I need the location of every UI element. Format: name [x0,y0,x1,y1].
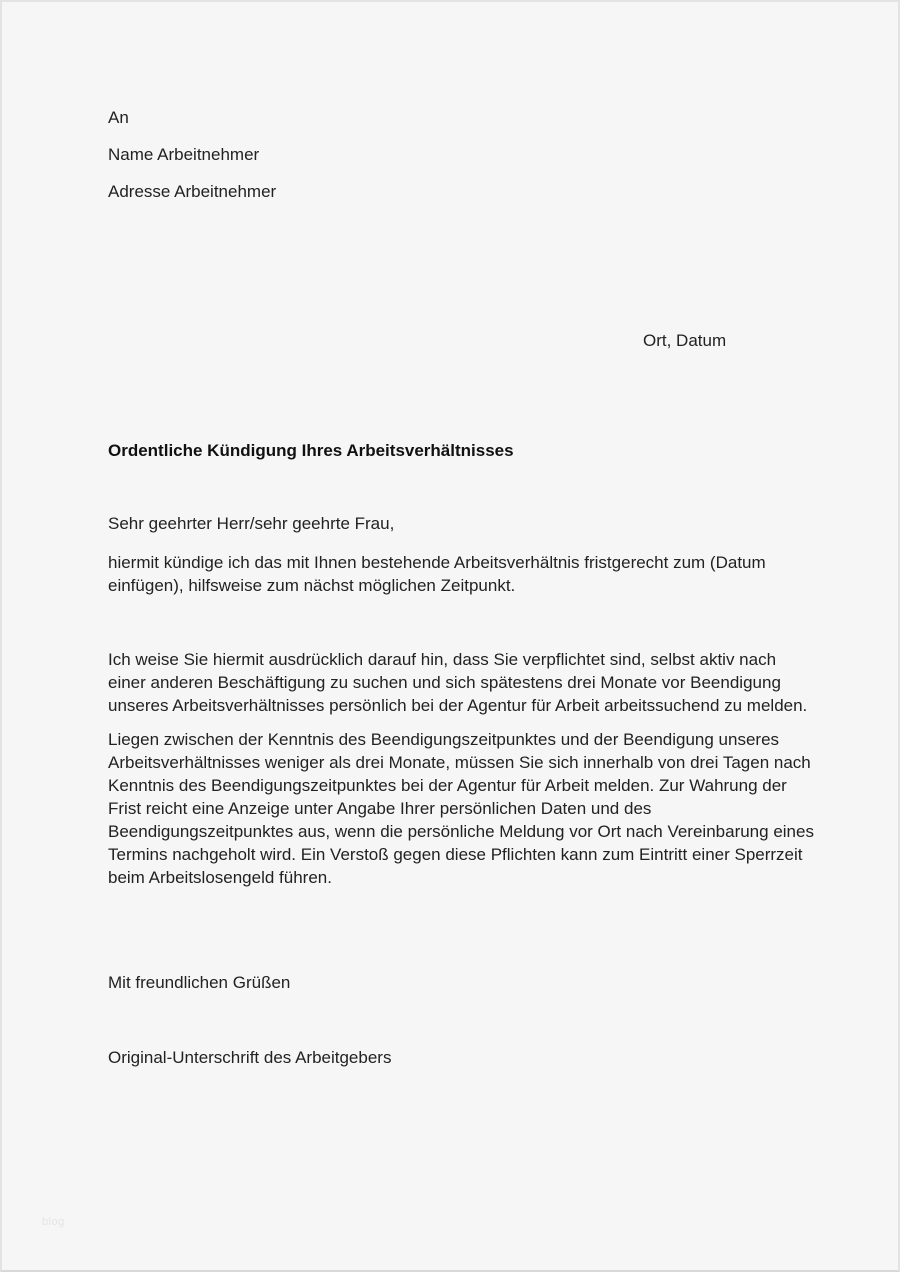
subject-line: Ordentliche Kündigung Ihres Arbeitsverhältnisses [108,441,514,460]
paragraph-notice-obligation: Ich weise Sie hiermit ausdrücklich darauf hin, dass Sie verpflichtet sind, selbst aktiv nach einer anderen Beschäftigung zu suchen und sich spätestens drei Monate vor Beendigung unseres Arbeitsverhältnisses persönlich bei der Agentur für Arbeit arbeitssuchend zu melden. [108,650,808,715]
signature-line: Original-Unterschrift des Arbeitgebers [108,1048,392,1067]
paragraph-deadline-rules: Liegen zwischen der Kenntnis des Beendigungszeitpunktes und der Beendigung unseres Arbeitsverhältnisses weniger als drei Monate, müssen Sie sich innerhalb von drei Tagen nach Kenntnis des Beendigungszeitpunktes bei der Agentur für Arbeit melden. Zur Wahrung der Frist reicht eine Anzeige unter Angabe Ihrer persönlichen Daten und des Beendigungszeitpunktes aus, wenn die persönliche Meldung vor Ort nach Vereinbarung eines Termins nachgeholt wird. Ein Verstoß gegen diese Pflichten kann zum Eintritt einer Sperrzeit beim Arbeitslosengeld führen. [108,730,814,887]
recipient-salutation-prefix: An [108,108,129,127]
letter-body [108,2,814,1069]
salutation: Sehr geehrter Herr/sehr geehrte Frau, [108,514,395,533]
place-date-line: Ort, Datum [643,331,727,350]
closing-phrase: Mit freundlichen Grüßen [108,973,291,992]
recipient-block [108,2,814,203]
recipient-address: Adresse Arbeitnehmer [108,182,277,201]
paragraph-termination: hiermit kündige ich das mit Ihnen bestehende Arbeitsverhältnis fristgerecht zum (Datum einfügen), hilfsweise zum nächst möglichen Zeitpunkt. [108,553,766,595]
recipient-name: Name Arbeitnehmer [108,145,260,164]
watermark-text: blog [42,1216,65,1228]
